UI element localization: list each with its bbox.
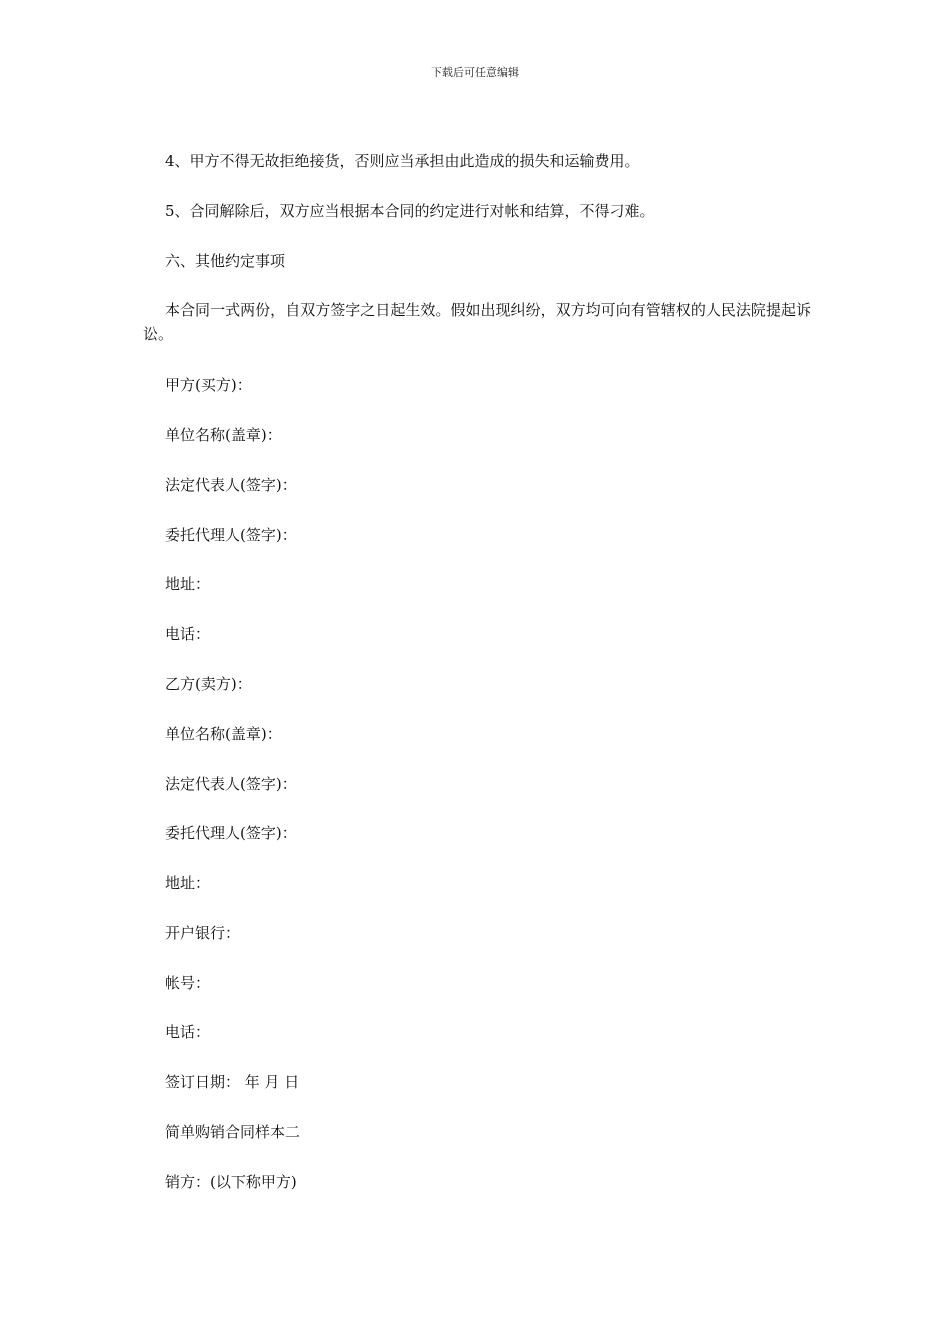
sample-two-title: 简单购销合同样本二 (165, 1123, 301, 1141)
party-b-account-field: 帐号： (165, 974, 211, 992)
party-a-agent-field: 委托代理人(签字)： (165, 526, 297, 544)
party-b-bank-field: 开户银行： (165, 924, 241, 942)
party-a-unit-field: 单位名称(盖章)： (165, 426, 282, 444)
validity-paragraph: 本合同一式两份，自双方签字之日起生效。假如出现纠纷，双方均可向有管辖权的人民法院提起诉讼。 (143, 301, 811, 343)
party-a-address-field: 地址： (165, 575, 211, 593)
party-a-legal-rep-field: 法定代表人(签字)： (165, 476, 297, 494)
signing-date-field: 签订日期： 年 月 日 (165, 1073, 300, 1091)
party-b-phone-field: 电话： (165, 1023, 211, 1041)
party-b-agent-field: 委托代理人(签字)： (165, 824, 297, 842)
seller-party-line: 销方：(以下称甲方) (165, 1173, 297, 1191)
party-b-unit-field: 单位名称(盖章)： (165, 725, 282, 743)
party-b-title: 乙方(卖方)： (165, 675, 252, 693)
party-b-address-field: 地址： (165, 874, 211, 892)
party-a-phone-field: 电话： (165, 625, 211, 643)
party-a-title: 甲方(买方)： (165, 376, 252, 394)
clause-item-5: 5、合同解除后，双方应当根据本合同的约定进行对帐和结算，不得刁难。 (165, 202, 655, 220)
section-heading-other-terms: 六、其他约定事项 (165, 252, 286, 270)
page-header: 下载后可任意编辑 (431, 66, 519, 79)
clause-item-4: 4、甲方不得无故拒绝接货，否则应当承担由此造成的损失和运输费用。 (165, 152, 640, 170)
party-b-legal-rep-field: 法定代表人(签字)： (165, 775, 297, 793)
